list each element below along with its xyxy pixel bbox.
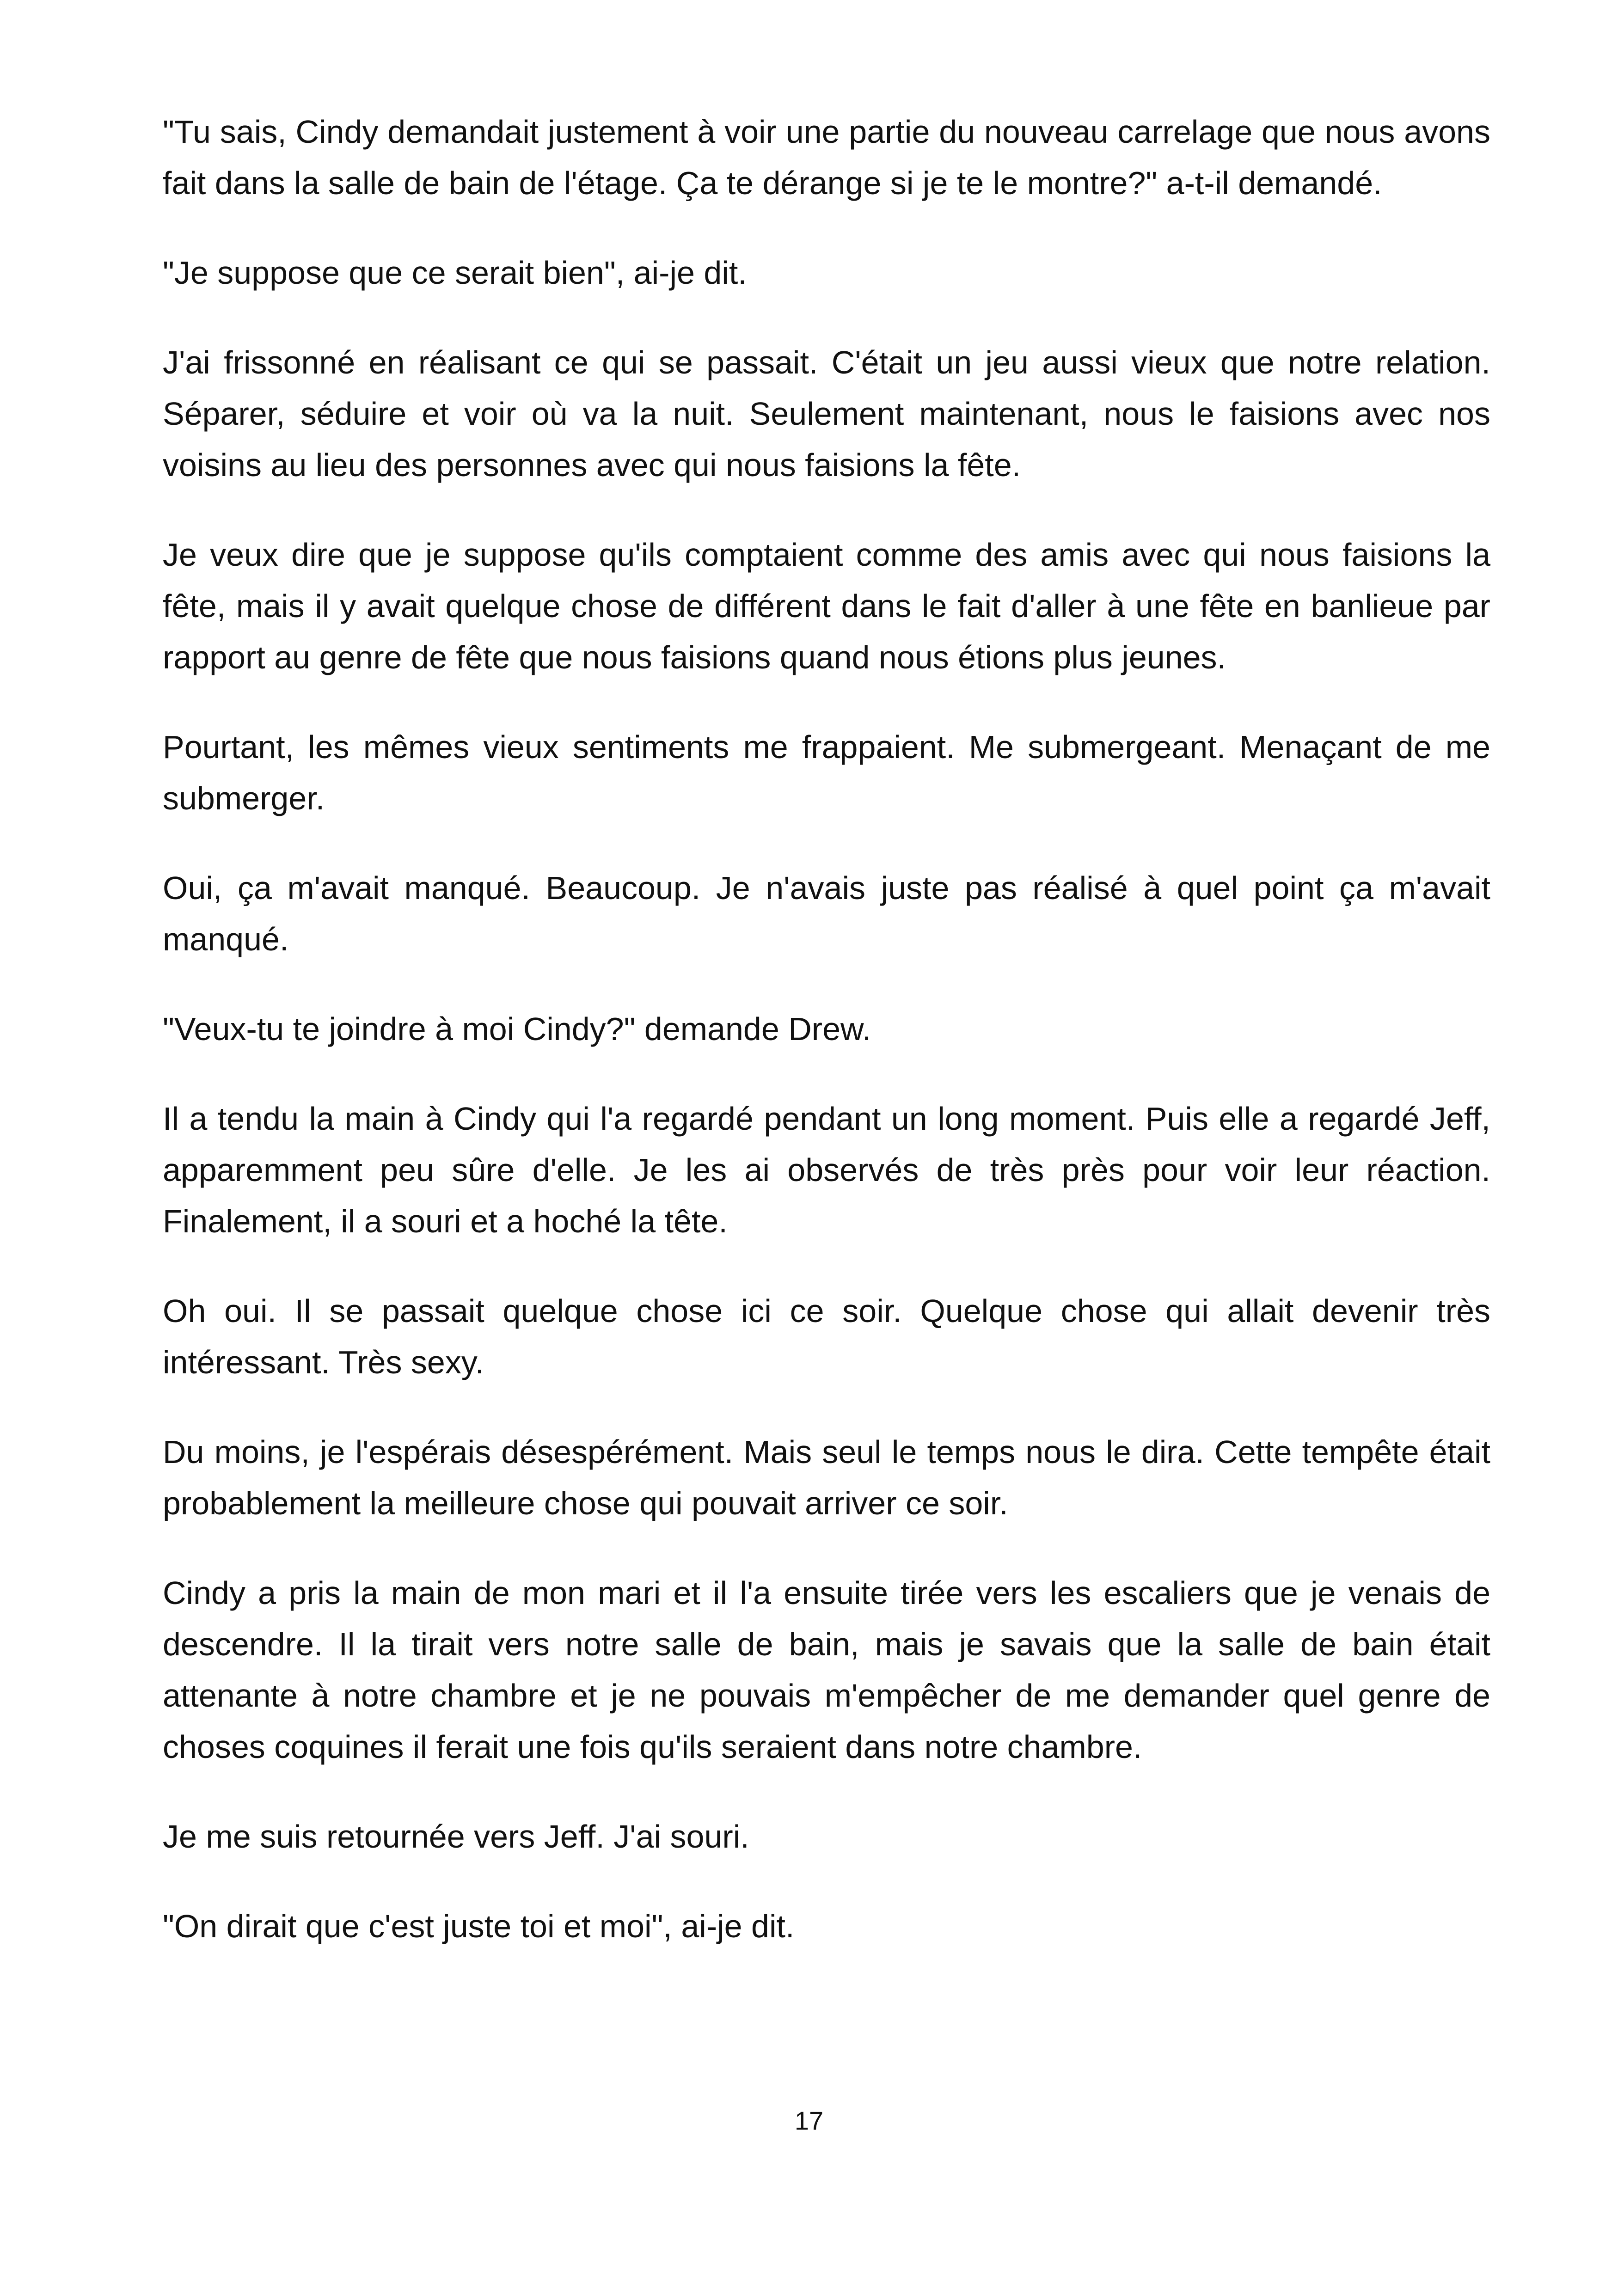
page-number: 17 xyxy=(794,2106,824,2135)
body-text xyxy=(163,106,1490,1990)
paragraph-11: Cindy a pris la main de mon mari et il l'a ensuite tirée vers les escaliers que je venais de descendre. Il la tirait vers notre salle de bain, mais je savais que la salle de bain était attenante à notre chambre et je ne pouvais m'empêcher de me demander quel genre de choses coquines il ferait une fois qu'ils seraient dans notre chambre. xyxy=(163,1575,1490,1765)
paragraph-6: Oui, ça m'avait manqué. Beaucoup. Je n'avais juste pas réalisé à quel point ça m'avait manqué. xyxy=(163,870,1490,957)
paragraph-1: "Tu sais, Cindy demandait justement à voir une partie du nouveau carrelage que nous avons fait dans la salle de bain de l'étage. Ça te dérange si je te le montre?" a-t-il demandé. xyxy=(163,114,1490,201)
paragraph-12: Je me suis retournée vers Jeff. J'ai souri. xyxy=(163,1818,749,1855)
paragraph-8: Il a tendu la main à Cindy qui l'a regardé pendant un long moment. Puis elle a regardé Jeff, apparemment peu sûre d'elle. Je les ai observés de très près pour voir leur réaction. Finalement, il a souri et a hoché la tête. xyxy=(163,1101,1490,1239)
paragraph-13: "On dirait que c'est juste toi et moi", ai-je dit. xyxy=(163,1908,795,1944)
paragraph-5: Pourtant, les mêmes vieux sentiments me frappaient. Me submergeant. Menaçant de me submerger. xyxy=(163,729,1490,816)
paragraph-4: Je veux dire que je suppose qu'ils comptaient comme des amis avec qui nous faisions la fête, mais il y avait quelque chose de différent dans le fait d'aller à une fête en banlieue par rapport au genre de fête que nous faisions quand nous étions plus jeunes. xyxy=(163,537,1490,675)
paragraph-7: "Veux-tu te joindre à moi Cindy?" demande Drew. xyxy=(163,1011,871,1047)
paragraph-10: Du moins, je l'espérais désespérément. Mais seul le temps nous le dira. Cette tempête était probablement la meilleure chose qui pouvait arriver ce soir. xyxy=(163,1434,1490,1521)
paragraph-2: "Je suppose que ce serait bien", ai-je dit. xyxy=(163,255,747,291)
paragraph-3: J'ai frissonné en réalisant ce qui se passait. C'était un jeu aussi vieux que notre relation. Séparer, séduire et voir où va la nuit. Seulement maintenant, nous le faisions avec nos voisins au lieu des personnes avec qui nous faisions la fête. xyxy=(163,344,1490,483)
paragraph-9: Oh oui. Il se passait quelque chose ici ce soir. Quelque chose qui allait devenir très intéressant. Très sexy. xyxy=(163,1293,1490,1380)
